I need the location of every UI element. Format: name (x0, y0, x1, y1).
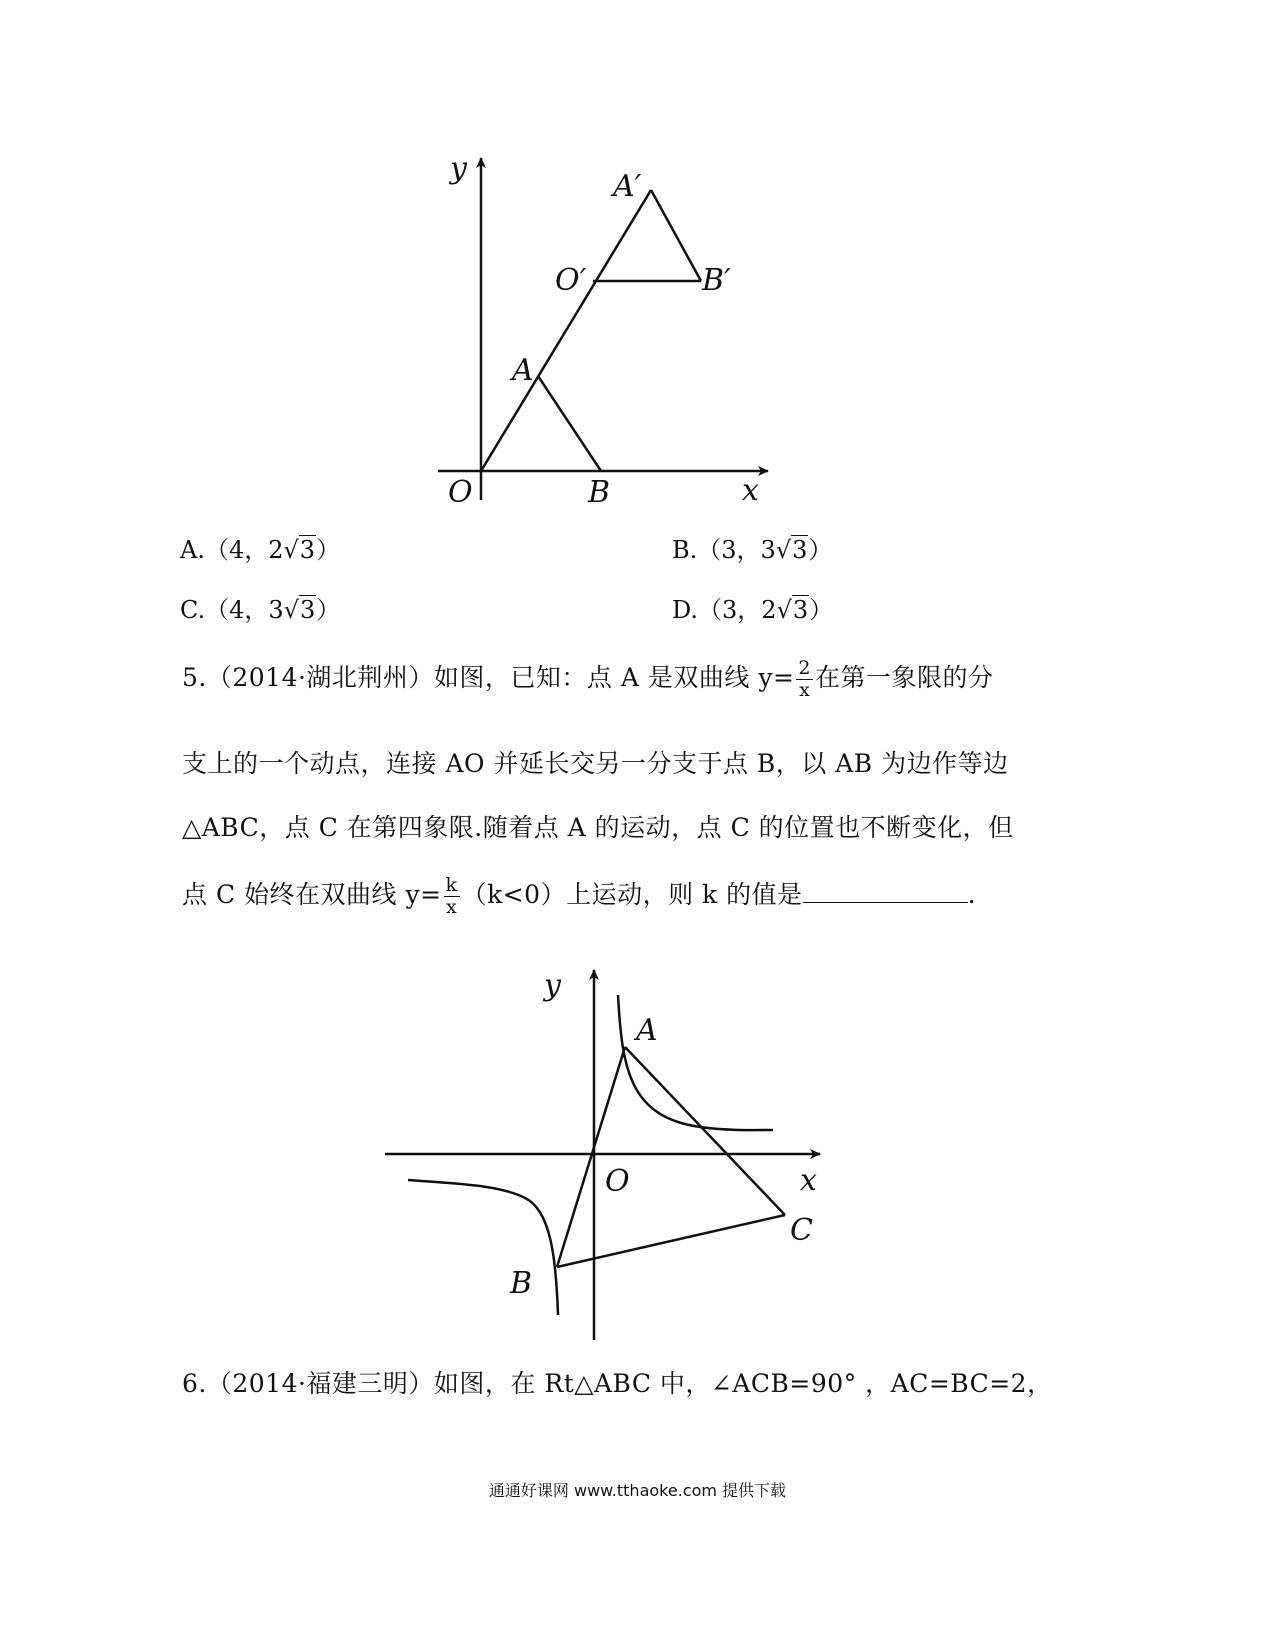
option-a: A.（4，2√3） (180, 536, 341, 564)
label-C: C (790, 1213, 813, 1248)
figure-hyperbola-triangle (380, 965, 830, 1345)
figure-triangle-translation (430, 150, 780, 510)
label-y: y (544, 968, 561, 1003)
answer-blank[interactable] (803, 880, 968, 903)
label-x: x (742, 473, 759, 508)
label-B-prime: B′ (702, 263, 731, 298)
label-O-prime: O′ (555, 263, 587, 298)
label-O: O (605, 1164, 630, 1199)
option-d: D.（3，2√3） (672, 596, 834, 624)
label-O: O (448, 475, 473, 510)
q5-line-2: 支上的一个动点，连接 AO 并延长交另一分支于点 B，以 AB 为边作等边 (182, 749, 1009, 778)
label-y: y (450, 151, 467, 186)
option-b: B.（3，3√3） (672, 536, 833, 564)
fraction-2-over-x: $\frac{2}{x}$ (798, 657, 811, 701)
line-OA-prime (481, 190, 651, 471)
label-A-prime: A′ (613, 169, 642, 204)
line-A-prime-B-prime (651, 190, 701, 281)
footer-source: 通通好课网 www.tthaoke.com 提供下载 (488, 1481, 787, 1500)
label-x: x (800, 1163, 817, 1198)
q5-line-1: 5.（2014·湖北荆州）如图，已知：点 A 是双曲线 y= $\frac{2}{x}$ 在第一象限的分 (182, 657, 994, 701)
line-AB (557, 1047, 625, 1267)
label-B: B (588, 475, 611, 510)
option-c: C.（4，3√3） (180, 596, 341, 624)
label-A: A (512, 353, 534, 388)
label-A: A (636, 1013, 658, 1048)
fraction-k-over-x: $\frac{k}{x}$ (445, 874, 458, 918)
q5-line-3: △ABC，点 C 在第四象限.随着点 A 的运动，点 C 的位置也不断变化，但 (182, 813, 1014, 842)
hyperbola-third-quadrant (408, 1180, 558, 1315)
q6-line-1: 6.（2014·福建三明）如图，在 Rt△ABC 中，∠ACB=90° ，AC=BC=2， (182, 1369, 1053, 1398)
line-AB (538, 376, 601, 471)
line-BC (557, 1215, 785, 1267)
q5-line-4: 点 C 始终在双曲线 y= $\frac{k}{x}$ （k<0）上运动，则 k 的值是 . (182, 874, 977, 918)
label-B: B (510, 1266, 533, 1301)
